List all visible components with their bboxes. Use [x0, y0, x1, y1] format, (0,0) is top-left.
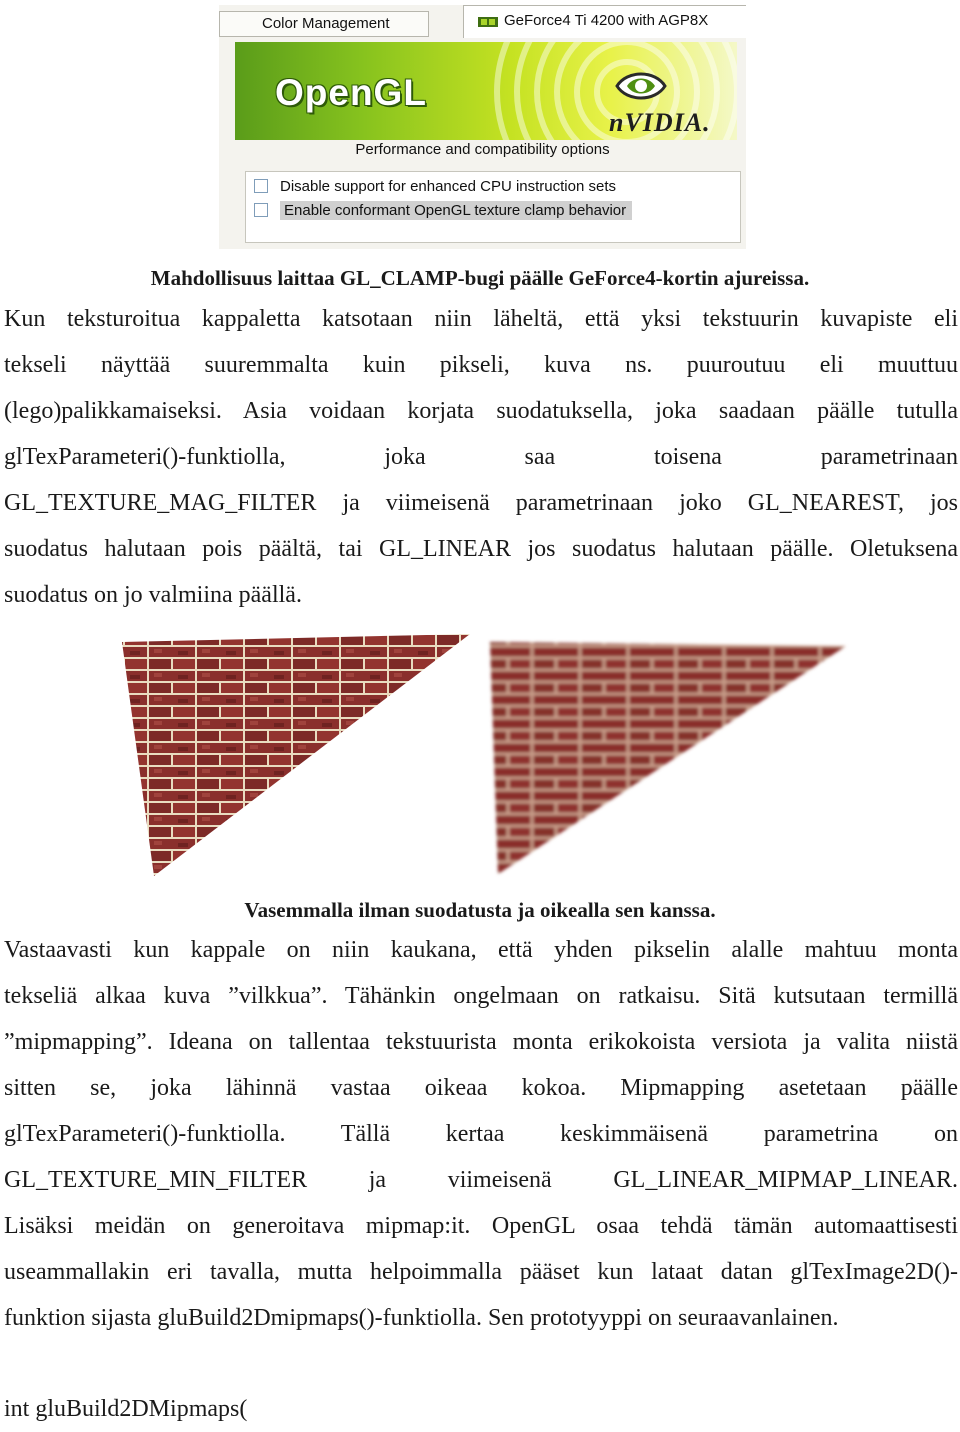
option-conformant-texture-clamp[interactable]: [254, 200, 632, 220]
paragraph-2: [4, 927, 958, 1341]
paragraph-line: sitten se, joka lähinnä vastaa oikeaa kokoa. Mipmapping asetetaan päälle: [4, 1075, 958, 1101]
opengl-logo: OpenGL: [275, 72, 427, 113]
paragraph-line: Kun teksturoitua kappaletta katsotaan niin läheltä, että yksi tekstuurin kuvapiste eli: [4, 306, 958, 332]
texture-nearest: [122, 634, 470, 876]
figure-caption-1: Mahdollisuus laittaa GL_CLAMP-bugi päälle GeForce4-kortin ajureissa.: [150, 266, 810, 290]
paragraph-line: tekseli näyttää suuremmalta kuin pikseli, kuva ns. puuroutuu eli muuttuu: [4, 352, 958, 378]
section-title: Performance and compatibility options: [355, 141, 610, 158]
checkbox-conformant-texture-clamp[interactable]: [254, 203, 268, 217]
paragraph-line: GL_TEXTURE_MIN_FILTER ja viimeisenä GL_LINEAR_MIPMAP_LINEAR.: [4, 1167, 958, 1193]
nvidia-eye-icon: [613, 64, 669, 108]
driver-settings-screenshot: [219, 5, 746, 249]
texture-linear: [490, 642, 846, 874]
code-line: int gluBuild2DMipmaps(: [4, 1396, 248, 1422]
tab-gpu[interactable]: [463, 5, 746, 38]
paragraph-line: ”mipmapping”. Ideana on tallentaa tekstuurista monta erikokoista versiota ja valita niistä: [4, 1029, 958, 1055]
option-label: Enable conformant OpenGL texture clamp behavior: [280, 201, 632, 220]
tab-gpu-label: GeForce4 Ti 4200 with AGP8X: [504, 12, 709, 29]
figure-caption-2: Vasemmalla ilman suodatusta ja oikealla sen kanssa.: [244, 898, 716, 922]
tab-strip: [219, 5, 746, 38]
paragraph-line: glTexParameteri()-funktiolla, joka saa toisena parametrinaan: [4, 444, 958, 470]
paragraph-line: tekseliä alkaa kuva ”vilkkua”. Tähänkin ongelmaan on ratkaisu. Sitä kutsutaan termillä: [4, 983, 958, 1009]
paragraph-line: funktion sijasta gluBuild2Dmipmaps()-funktiolla. Sen prototyyppi on seuraavanlainen.: [4, 1305, 839, 1331]
paragraph-line: suodatus on jo valmiina päällä.: [4, 582, 302, 608]
paragraph-line: suodatus halutaan pois päältä, tai GL_LINEAR jos suodatus halutaan päälle. Oletuksena: [4, 536, 958, 562]
paragraph-1: [4, 296, 958, 618]
paragraph-line: GL_TEXTURE_MAG_FILTER ja viimeisenä parametrinaan joko GL_NEAREST, jos: [4, 490, 958, 516]
graphics-card-icon: [478, 16, 498, 28]
paragraph-line: (lego)palikkamaiseksi. Asia voidaan korjata suodatuksella, joka saadaan päälle tutulla: [4, 398, 958, 424]
options-box: [245, 171, 741, 243]
paragraph-line: Lisäksi meidän on generoitava mipmap:it. OpenGL osaa tehdä tämän automaattisesti: [4, 1213, 958, 1239]
checkbox-disable-cpu-instructions[interactable]: [254, 179, 268, 193]
option-label: Disable support for enhanced CPU instruction sets: [280, 177, 617, 195]
option-disable-cpu-instructions[interactable]: [254, 176, 616, 196]
opengl-banner: [235, 42, 737, 140]
paragraph-line: glTexParameteri()-funktiolla. Tällä kertaa keskimmäisenä parametrina on: [4, 1121, 958, 1147]
paragraph-line: useammallakin eri tavalla, mutta helpoimmalla pääset kun lataat datan glTexImage2D()-: [4, 1259, 958, 1285]
tab-color-management[interactable]: Color Management: [219, 11, 429, 37]
texture-filter-comparison: [100, 622, 860, 890]
nvidia-logo-text: nVIDIA.: [609, 108, 711, 137]
paragraph-line: Vastaavasti kun kappale on niin kaukana, että yhden pikselin alalle mahtuu monta: [4, 937, 958, 963]
